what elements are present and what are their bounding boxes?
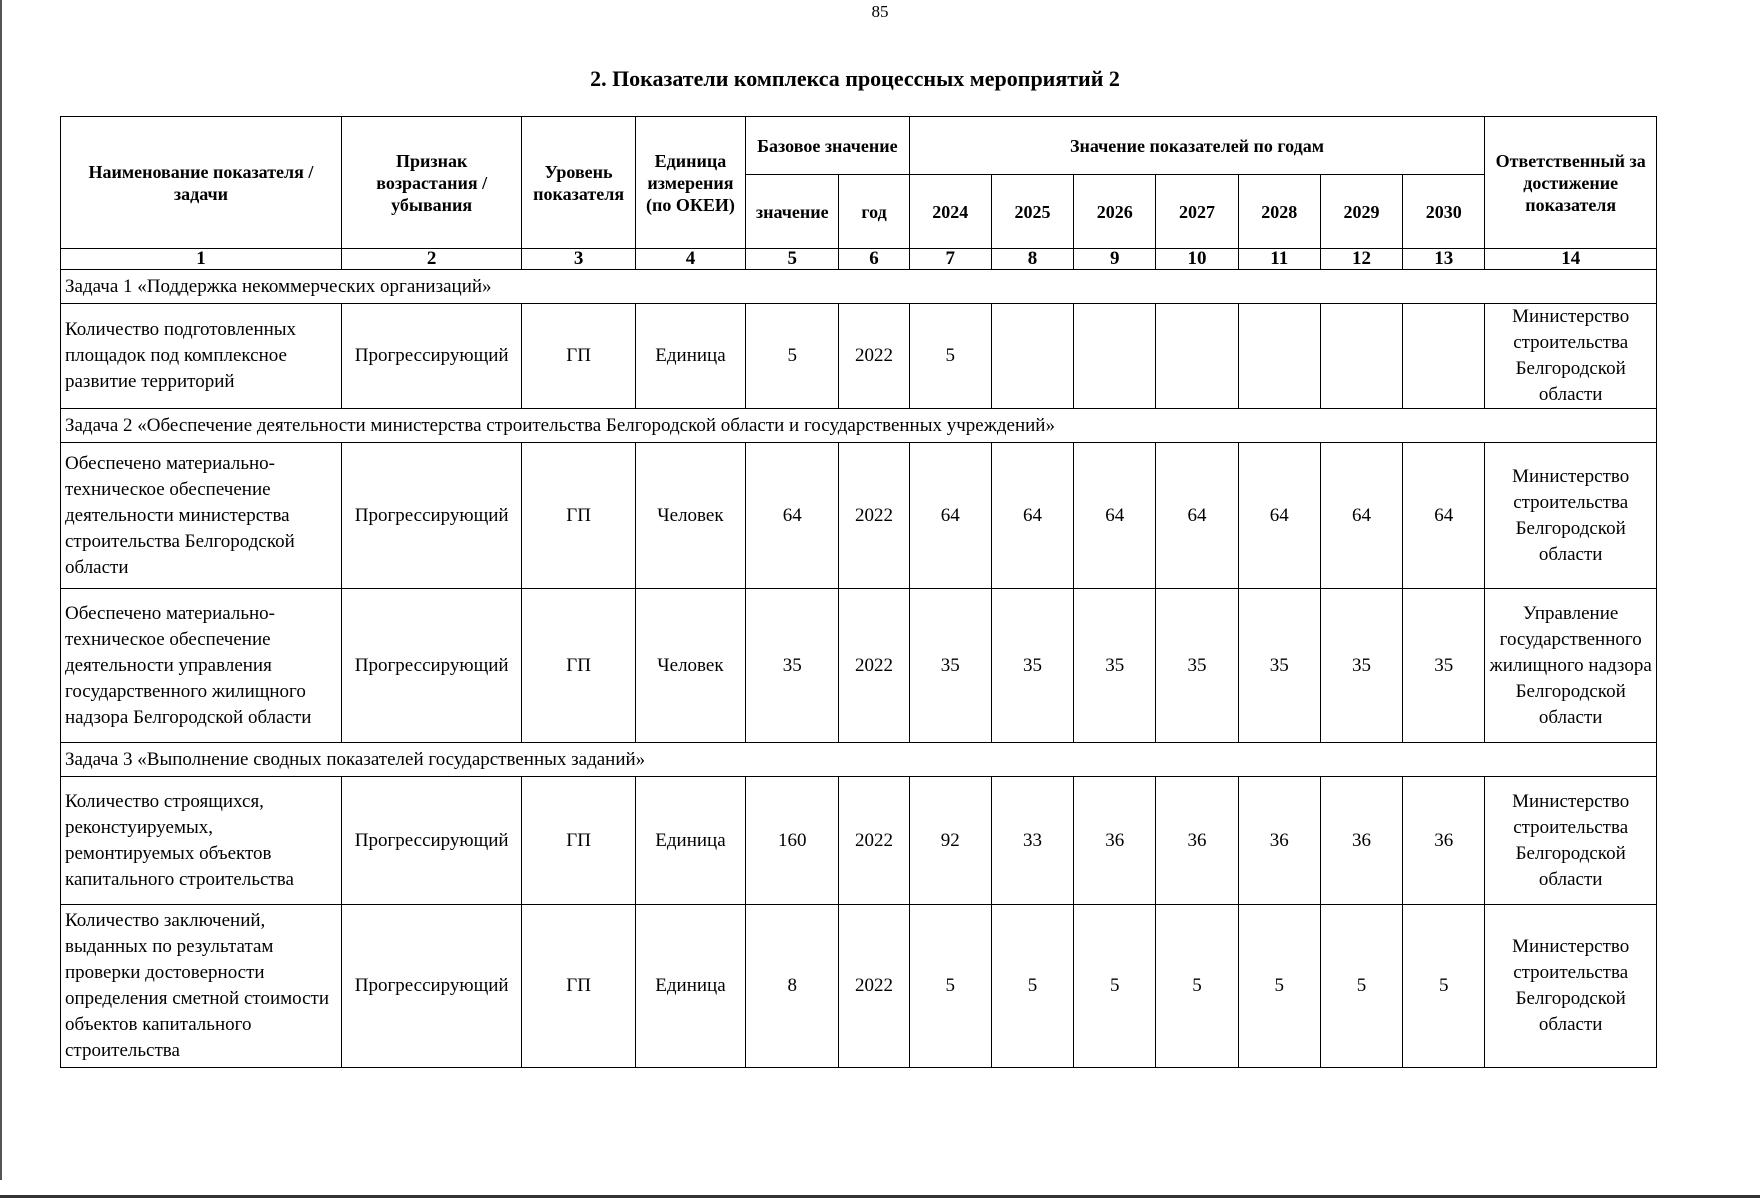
year-value: 36: [1320, 777, 1402, 905]
table-row: [61, 304, 1657, 409]
page-left-edge: [0, 0, 2, 1180]
year-value: 5: [1238, 905, 1320, 1068]
year-value: 36: [1156, 777, 1238, 905]
header-name: Наименование показателя / задачи: [61, 117, 342, 249]
year-value: 35: [1320, 589, 1402, 743]
indicator-level: ГП: [522, 304, 635, 409]
indicator-unit: Единица: [635, 777, 745, 905]
year-value: 35: [991, 589, 1073, 743]
column-number: 4: [635, 249, 745, 270]
year-value: 5: [909, 905, 991, 1068]
indicator-level: ГП: [522, 777, 635, 905]
year-value: 35: [1238, 589, 1320, 743]
year-value: [1156, 304, 1238, 409]
indicator-sign: Прогрессирующий: [341, 777, 522, 905]
page-number: 85: [871, 2, 889, 21]
task-row: [61, 743, 1657, 777]
task-row: [61, 270, 1657, 304]
page-title: 2. Показатели комплекса процессных мероприятий 2: [590, 66, 1120, 91]
column-number: 1: [61, 249, 342, 270]
column-number: 13: [1403, 249, 1485, 270]
column-number: 14: [1485, 249, 1657, 270]
base-year: 2022: [839, 777, 909, 905]
task-row: [61, 409, 1657, 443]
task-title: Задача 3 «Выполнение сводных показателей государственных заданий»: [61, 743, 1657, 777]
header-year: 2026: [1074, 175, 1156, 249]
year-value: 64: [909, 443, 991, 589]
year-value: 5: [1320, 905, 1402, 1068]
indicator-name: Обеспечено материально-техническое обеспечение деятельности министерства строительства Белгородской области: [61, 443, 342, 589]
indicator-unit: Человек: [635, 443, 745, 589]
indicator-name: Количество подготовленных площадок под комплексное развитие территорий: [61, 304, 342, 409]
column-number: 9: [1074, 249, 1156, 270]
responsible: Министерство строительства Белгородской области: [1485, 304, 1657, 409]
header-base-year: год: [839, 175, 909, 249]
column-number: 2: [341, 249, 522, 270]
responsible: Министерство строительства Белгородской области: [1485, 905, 1657, 1068]
header-year: 2024: [909, 175, 991, 249]
year-value: [1238, 304, 1320, 409]
indicator-level: ГП: [522, 589, 635, 743]
year-value: [1403, 304, 1485, 409]
table-row: [61, 589, 1657, 743]
base-value: 5: [746, 304, 839, 409]
base-year: 2022: [839, 443, 909, 589]
year-value: 5: [1156, 905, 1238, 1068]
column-number: 3: [522, 249, 635, 270]
year-value: 5: [991, 905, 1073, 1068]
year-value: 5: [1074, 905, 1156, 1068]
header-responsible: Ответственный за достижение показателя: [1485, 117, 1657, 249]
year-value: [991, 304, 1073, 409]
indicator-sign: Прогрессирующий: [341, 589, 522, 743]
responsible: Управление государственного жилищного надзора Белгородской области: [1485, 589, 1657, 743]
page-bottom-edge: [0, 1195, 1760, 1198]
year-value: 35: [909, 589, 991, 743]
header-year: 2029: [1320, 175, 1402, 249]
year-value: 36: [1403, 777, 1485, 905]
column-number: 12: [1320, 249, 1402, 270]
base-value: 64: [746, 443, 839, 589]
header-years-group: Значение показателей по годам: [909, 117, 1485, 175]
indicators-table: [60, 116, 1657, 1068]
table-row: [61, 443, 1657, 589]
header-year: 2030: [1403, 175, 1485, 249]
task-title: Задача 1 «Поддержка некоммерческих организаций»: [61, 270, 1657, 304]
year-value: 64: [1238, 443, 1320, 589]
table-row: [61, 905, 1657, 1068]
task-title: Задача 2 «Обеспечение деятельности министерства строительства Белгородской области и государственных учреждений»: [61, 409, 1657, 443]
column-number: 11: [1238, 249, 1320, 270]
indicator-level: ГП: [522, 443, 635, 589]
header-unit: Единица измерения (по ОКЕИ): [635, 117, 745, 249]
header-sign: Признак возрастания / убывания: [341, 117, 522, 249]
header-base: Базовое значение: [746, 117, 910, 175]
indicator-name: Количество заключений, выданных по результатам проверки достоверности определения сметной стоимости объектов капитального строительства: [61, 905, 342, 1068]
year-value: 64: [1074, 443, 1156, 589]
column-number: 7: [909, 249, 991, 270]
year-value: 36: [1238, 777, 1320, 905]
responsible: Министерство строительства Белгородской области: [1485, 777, 1657, 905]
base-value: 35: [746, 589, 839, 743]
header-year: 2027: [1156, 175, 1238, 249]
base-value: 160: [746, 777, 839, 905]
year-value: 5: [1403, 905, 1485, 1068]
year-value: 5: [909, 304, 991, 409]
indicator-name: Обеспечено материально-техническое обеспечение деятельности управления государственного жилищного надзора Белгородской области: [61, 589, 342, 743]
year-value: 64: [1156, 443, 1238, 589]
year-value: 64: [1320, 443, 1402, 589]
base-year: 2022: [839, 589, 909, 743]
year-value: 35: [1074, 589, 1156, 743]
header-level: Уровень показателя: [522, 117, 635, 249]
year-value: 92: [909, 777, 991, 905]
year-value: 36: [1074, 777, 1156, 905]
year-value: [1320, 304, 1402, 409]
column-number: 8: [991, 249, 1073, 270]
year-value: 64: [991, 443, 1073, 589]
indicator-unit: Человек: [635, 589, 745, 743]
indicator-sign: Прогрессирующий: [341, 304, 522, 409]
column-number: 6: [839, 249, 909, 270]
year-value: 33: [991, 777, 1073, 905]
base-year: 2022: [839, 905, 909, 1068]
year-value: [1074, 304, 1156, 409]
header-base-value: значение: [746, 175, 839, 249]
table-row: [61, 777, 1657, 905]
year-value: 64: [1403, 443, 1485, 589]
indicator-unit: Единица: [635, 905, 745, 1068]
indicator-sign: Прогрессирующий: [341, 905, 522, 1068]
responsible: Министерство строительства Белгородской области: [1485, 443, 1657, 589]
indicator-sign: Прогрессирующий: [341, 443, 522, 589]
column-number-row: [61, 249, 1657, 270]
year-value: 35: [1403, 589, 1485, 743]
base-value: 8: [746, 905, 839, 1068]
header-year: 2028: [1238, 175, 1320, 249]
column-number: 10: [1156, 249, 1238, 270]
base-year: 2022: [839, 304, 909, 409]
year-value: 35: [1156, 589, 1238, 743]
indicator-level: ГП: [522, 905, 635, 1068]
column-number: 5: [746, 249, 839, 270]
indicator-unit: Единица: [635, 304, 745, 409]
indicator-name: Количество строящихся, реконстуируемых, ремонтируемых объектов капитального строительства: [61, 777, 342, 905]
header-year: 2025: [991, 175, 1073, 249]
